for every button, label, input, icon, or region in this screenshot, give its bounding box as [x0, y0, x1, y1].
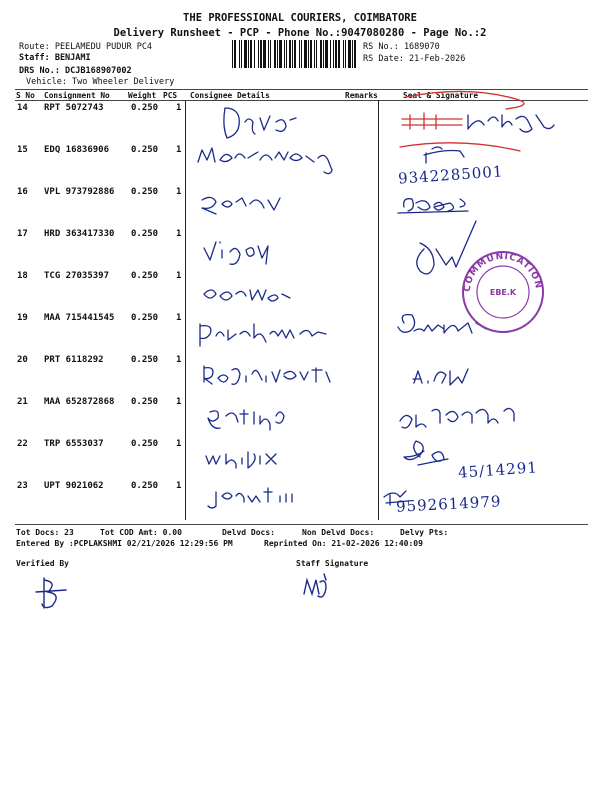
row-consignment: TRP 6553037 [44, 439, 104, 449]
row-sno: 22 [17, 439, 28, 449]
row-consignment: MAA 652872868 [44, 397, 115, 407]
handwriting-row-19 [200, 324, 326, 346]
handwriting-row-21 [208, 410, 284, 430]
barcode-bar [286, 40, 287, 68]
barcode-bar [314, 40, 315, 68]
row-consignment: VPL 973792886 [44, 187, 115, 197]
col-consignee: Consignee Details [190, 91, 270, 100]
barcode-bar [289, 40, 291, 68]
signature-row-15 [424, 147, 464, 163]
row-pcs: 1 [176, 397, 182, 407]
barcode-bar [284, 40, 285, 68]
handwriting-row-16 [202, 197, 280, 214]
row-weight: 0.250 [131, 229, 159, 239]
handwriting-row-14 [224, 108, 296, 138]
barcode-bar [301, 40, 302, 68]
non-delivered-docs: Non Delvd Docs: [302, 528, 375, 537]
signature-row-16 [404, 199, 465, 211]
barcode-bar [279, 40, 282, 68]
col-sno: S No [16, 91, 35, 100]
row-consignment: EDQ 16836906 [44, 145, 110, 155]
barcode-bar [232, 40, 233, 68]
footer-top-rule [15, 524, 588, 525]
barcode-bar [345, 40, 346, 68]
handwritten-phone-row-23: 9592614979 [395, 492, 502, 516]
row-pcs: 1 [176, 103, 182, 113]
total-cod-amount: Tot COD Amt: 0.00 [100, 528, 182, 537]
barcode-bar [270, 40, 271, 68]
company-title: THE PROFESSIONAL COURIERS, COIMBATORE [183, 12, 417, 24]
barcode-bar [316, 40, 317, 68]
handwriting-row-20 [204, 366, 330, 384]
route-label: Route: PEELAMEDU PUDUR PC4 [19, 42, 153, 52]
row-weight: 0.250 [131, 271, 159, 281]
barcode-bar [299, 40, 300, 68]
barcode-bar [268, 40, 269, 68]
row-consignment: TCG 27035397 [44, 271, 110, 281]
barcode-bar [323, 40, 324, 68]
barcode-bar [260, 40, 262, 68]
barcode-bar [335, 40, 337, 68]
row-pcs: 1 [176, 439, 182, 449]
row-sno: 16 [17, 187, 28, 197]
barcode-bar [234, 40, 236, 68]
entered-by: Entered By :PCPLAKSHMI 02/21/2026 12:29:56 PM [16, 539, 233, 548]
reprinted-on: Reprinted On: 21-02-2026 12:40:09 [264, 539, 423, 548]
barcode-bar [310, 40, 312, 68]
handwriting-row-15 [198, 148, 332, 174]
row-consignment: PRT 6118292 [44, 355, 104, 365]
row-pcs: 1 [176, 145, 182, 155]
barcode-bar [277, 40, 278, 68]
barcode-bar [352, 40, 353, 68]
signature-row-14 [468, 115, 554, 132]
barcode-image [232, 40, 358, 68]
delivery-points: Delvy Pts: [400, 528, 449, 537]
row-pcs: 1 [176, 229, 182, 239]
handwriting-row-18 [204, 290, 290, 301]
barcode-bar [308, 40, 309, 68]
rs-number: RS No.: 1689070 [363, 42, 440, 52]
handwritten-number-row-22: 45/14291 [457, 458, 539, 482]
row-consignment: HRD 363417330 [44, 229, 115, 239]
barcode-bar [343, 40, 344, 68]
col-consignment: Consignment No [44, 91, 110, 100]
row-sno: 15 [17, 145, 28, 155]
barcode-bar [330, 40, 331, 68]
barcode-bar [263, 40, 266, 68]
delivered-docs: Delvd Docs: [222, 528, 275, 537]
barcode-bar [244, 40, 247, 68]
col-pcs: PCS [163, 91, 178, 100]
barcode-bar [248, 40, 249, 68]
verifier-signature [30, 572, 90, 612]
row-sno: 21 [17, 397, 28, 407]
barcode-bar [258, 40, 259, 68]
vehicle-label: Vehicle: Two Wheeler Delivery [26, 77, 175, 87]
round-stamp [458, 247, 548, 337]
row-weight: 0.250 [131, 355, 159, 365]
row-pcs: 1 [176, 355, 182, 365]
total-docs: Tot Docs: 23 [16, 528, 74, 537]
signature-row-22 [404, 441, 448, 465]
barcode-bar [304, 40, 307, 68]
row-pcs: 1 [176, 187, 182, 197]
staff-label: Staff: BENJAMI [19, 53, 91, 63]
row-consignment: UPT 9021062 [44, 481, 104, 491]
signature-row-20 [413, 369, 468, 385]
handwriting-row-22 [206, 452, 276, 468]
row-sno: 20 [17, 355, 28, 365]
verified-by-label: Verified By [16, 559, 69, 568]
row-weight: 0.250 [131, 187, 159, 197]
stamp-center-text: EBE.K [489, 288, 517, 297]
handwritten-phone-row-15: 9342285001 [397, 162, 504, 188]
barcode-bar [239, 40, 240, 68]
rs-date: RS Date: 21-Feb-2026 [363, 54, 466, 64]
signature-row-21 [400, 408, 514, 428]
row-weight: 0.250 [131, 397, 159, 407]
runsheet-title: Delivery Runsheet - PCP - Phone No.:9047080280 - Page No.:2 [113, 27, 487, 39]
row-consignment: MAA 715441545 [44, 313, 115, 323]
red-strike-mark [400, 91, 524, 151]
stamp-ring-text: COMMUNICATION [462, 251, 544, 293]
barcode-bar [292, 40, 293, 68]
col-weight: Weight [128, 91, 157, 100]
barcode-bar [254, 40, 255, 68]
row-pcs: 1 [176, 271, 182, 281]
barcode-bar [241, 40, 242, 68]
drs-number: DRS No.: DCJB168907002 [19, 66, 132, 76]
barcode-bar [320, 40, 322, 68]
barcode-bar [333, 40, 334, 68]
handwriting-row-17 [204, 242, 268, 264]
barcode-bar [348, 40, 351, 68]
staff-signature-label: Staff Signature [296, 559, 369, 568]
barcode-bar [274, 40, 276, 68]
barcode-bar [338, 40, 340, 68]
row-sno: 19 [17, 313, 28, 323]
row-pcs: 1 [176, 481, 182, 491]
row-pcs: 1 [176, 313, 182, 323]
row-sno: 14 [17, 103, 28, 113]
handwriting-row-23 [208, 488, 292, 508]
barcode-bar [354, 40, 356, 68]
row-sno: 23 [17, 481, 28, 491]
col-remarks: Remarks [345, 91, 378, 100]
row-weight: 0.250 [131, 145, 159, 155]
barcode-bar [250, 40, 252, 68]
row-sno: 18 [17, 271, 28, 281]
row-weight: 0.250 [131, 103, 159, 113]
row-weight: 0.250 [131, 439, 159, 449]
row-weight: 0.250 [131, 481, 159, 491]
row-weight: 0.250 [131, 313, 159, 323]
row-sno: 17 [17, 229, 28, 239]
col-seal: Seal & Signature [403, 91, 479, 100]
handwritten-consignee-names [190, 100, 380, 520]
staff-signature-mark [298, 570, 338, 606]
barcode-bar [294, 40, 296, 68]
row-consignment: RPT 5072743 [44, 103, 104, 113]
barcode-bar [325, 40, 328, 68]
